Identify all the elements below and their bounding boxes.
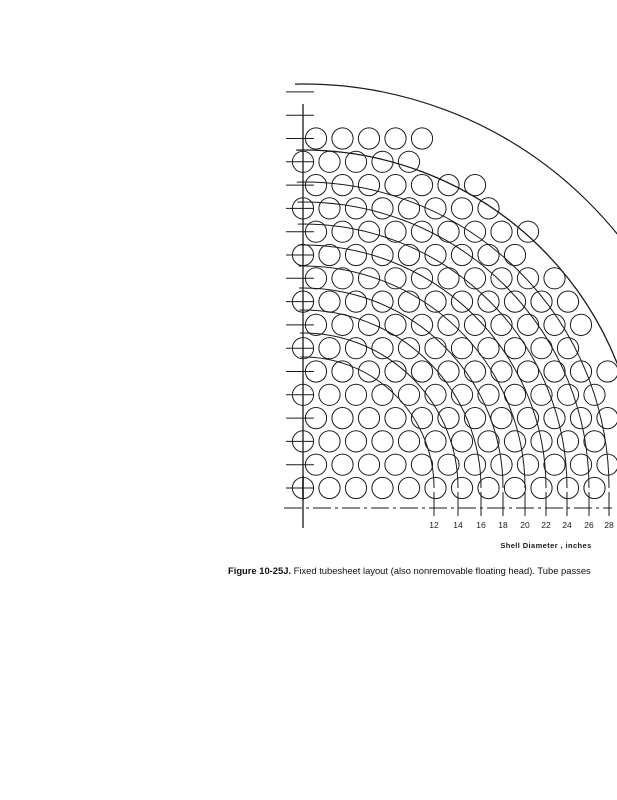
tube-r5-c8 [517, 361, 538, 382]
shell-diameter-caption: Shell Diameter , inches [500, 541, 592, 550]
tube-r2-c7 [478, 431, 499, 452]
tube-r6-c9 [531, 338, 552, 359]
tube-r10-c7 [478, 244, 499, 265]
tube-r9-c9 [544, 268, 565, 289]
tube-r13-c4 [411, 175, 432, 196]
tube-r1-c8 [517, 454, 538, 475]
tube-r5-c6 [464, 361, 485, 382]
tube-r8-c6 [451, 291, 472, 312]
tube-r10-c8 [504, 244, 525, 265]
tube-r5-c7 [491, 361, 512, 382]
tube-r12-c3 [372, 198, 393, 219]
tube-r11-c8 [517, 221, 538, 242]
tube-r14-c4 [398, 151, 419, 172]
tube-r5-c1 [332, 361, 353, 382]
tick-label-22: 22 [541, 520, 551, 530]
tube-r1-c6 [464, 454, 485, 475]
tube-r13-c2 [358, 175, 379, 196]
tube-r2-c11 [584, 431, 605, 452]
tube-r10-c4 [398, 244, 419, 265]
tube-r2-c6 [451, 431, 472, 452]
tube-r3-c10 [570, 408, 591, 429]
tube-r2-c10 [557, 431, 578, 452]
tube-r3-c2 [358, 408, 379, 429]
tube-r4-c4 [398, 384, 419, 405]
tube-r0-c1 [319, 477, 340, 498]
tube-r5-c2 [358, 361, 379, 382]
tube-r10-c1 [319, 244, 340, 265]
tube-r2-c2 [345, 431, 366, 452]
tube-r0-c10 [557, 477, 578, 498]
tube-r4-c10 [557, 384, 578, 405]
tube-r6-c2 [345, 338, 366, 359]
tube-r6-c1 [319, 338, 340, 359]
tube-r1-c3 [385, 454, 406, 475]
tube-r6-c6 [451, 338, 472, 359]
tube-r4-c7 [478, 384, 499, 405]
tube-r3-c6 [464, 408, 485, 429]
tube-r6-c8 [504, 338, 525, 359]
tube-r7-c1 [332, 314, 353, 335]
tube-r6-c3 [372, 338, 393, 359]
tube-r5-c5 [438, 361, 459, 382]
tube-r11-c6 [464, 221, 485, 242]
tube-r0-c11 [584, 477, 605, 498]
tube-r12-c1 [319, 198, 340, 219]
shell-arc-16 [299, 310, 481, 488]
tube-r15-c2 [358, 128, 379, 149]
shell-arc-22 [298, 245, 546, 488]
shell-arc-12 [300, 357, 434, 488]
tube-r13-c3 [385, 175, 406, 196]
tube-r8-c2 [345, 291, 366, 312]
tube-r11-c7 [491, 221, 512, 242]
tube-r12-c6 [451, 198, 472, 219]
tube-r9-c1 [332, 268, 353, 289]
tick-label-12: 12 [429, 520, 439, 530]
tube-r1-c4 [411, 454, 432, 475]
tube-r7-c3 [385, 314, 406, 335]
tick-label-20: 20 [520, 520, 530, 530]
tube-r9-c7 [491, 268, 512, 289]
tube-r2-c4 [398, 431, 419, 452]
tube-r7-c8 [517, 314, 538, 335]
tube-r7-c6 [464, 314, 485, 335]
tube-r5-c10 [570, 361, 591, 382]
figure-caption-text: Fixed tubesheet layout (also nonremovable floating head). Tube passes [291, 565, 591, 576]
tube-r6-c7 [478, 338, 499, 359]
tube-r2-c3 [372, 431, 393, 452]
tube-r2-c1 [319, 431, 340, 452]
tube-r4-c1 [319, 384, 340, 405]
tube-r3-c4 [411, 408, 432, 429]
tube-r3-c3 [385, 408, 406, 429]
tube-r4-c3 [372, 384, 393, 405]
tube-r13-c1 [332, 175, 353, 196]
diameter-tick-labels [429, 520, 614, 530]
tube-r8-c8 [504, 291, 525, 312]
tube-r3-c11 [597, 408, 617, 429]
tube-r0-c2 [345, 477, 366, 498]
tube-r0-c9 [531, 477, 552, 498]
centerlines [284, 92, 612, 528]
tube-r13-c6 [464, 175, 485, 196]
tube-r2-c5 [425, 431, 446, 452]
tube-r8-c10 [557, 291, 578, 312]
tube-r1-c11 [597, 454, 617, 475]
tube-r8-c5 [425, 291, 446, 312]
tube-r1-c9 [544, 454, 565, 475]
tube-r7-c2 [358, 314, 379, 335]
tube-r10-c3 [372, 244, 393, 265]
tube-r7-c7 [491, 314, 512, 335]
tube-r10-c2 [345, 244, 366, 265]
tick-label-18: 18 [498, 520, 508, 530]
tube-r5-c9 [544, 361, 565, 382]
tube-r4-c5 [425, 384, 446, 405]
tube-r11-c5 [438, 221, 459, 242]
tick-label-26: 26 [584, 520, 594, 530]
tube-r4-c8 [504, 384, 525, 405]
tube-r3-c1 [332, 408, 353, 429]
tube-r0-c8 [504, 477, 525, 498]
tube-r14-c1 [319, 151, 340, 172]
tube-r7-c10 [570, 314, 591, 335]
tube-r0-c5 [425, 477, 446, 498]
tube-r9-c6 [464, 268, 485, 289]
shell-outline-arc [296, 150, 617, 488]
tube-r0-c4 [398, 477, 419, 498]
tube-r2-c8 [504, 431, 525, 452]
tube-r5-c11 [597, 361, 617, 382]
tube-r15-c1 [332, 128, 353, 149]
tube-r15-c4 [411, 128, 432, 149]
tick-label-28: 28 [604, 520, 614, 530]
tick-label-14: 14 [453, 520, 463, 530]
tube-r9-c5 [438, 268, 459, 289]
tube-r1-c2 [358, 454, 379, 475]
tube-r6-c4 [398, 338, 419, 359]
tube-r11-c2 [358, 221, 379, 242]
tube-r8-c9 [531, 291, 552, 312]
tube-r5-c4 [411, 361, 432, 382]
tube-r3-c9 [544, 408, 565, 429]
tube-r9-c4 [411, 268, 432, 289]
tube-r12-c7 [478, 198, 499, 219]
tube-r6-c5 [425, 338, 446, 359]
diameter-ticks [434, 492, 609, 516]
tube-r11-c1 [332, 221, 353, 242]
tube-r13-c5 [438, 175, 459, 196]
tube-r0-c3 [372, 477, 393, 498]
tube-r8-c1 [319, 291, 340, 312]
tube-r3-c7 [491, 408, 512, 429]
tube-r4-c2 [345, 384, 366, 405]
figure-caption [228, 565, 591, 576]
tick-label-24: 24 [562, 520, 572, 530]
tube-r15-c3 [385, 128, 406, 149]
tube-r7-c5 [438, 314, 459, 335]
figure-label: Figure 10-25J. [228, 565, 292, 576]
tube-r9-c8 [517, 268, 538, 289]
tube-r8-c7 [478, 291, 499, 312]
tube-r8-c4 [398, 291, 419, 312]
tube-r0-c6 [451, 477, 472, 498]
tube-r1-c1 [332, 454, 353, 475]
tick-label-16: 16 [476, 520, 486, 530]
tube-r11-c3 [385, 221, 406, 242]
tube-r7-c4 [411, 314, 432, 335]
tube-r4-c9 [531, 384, 552, 405]
